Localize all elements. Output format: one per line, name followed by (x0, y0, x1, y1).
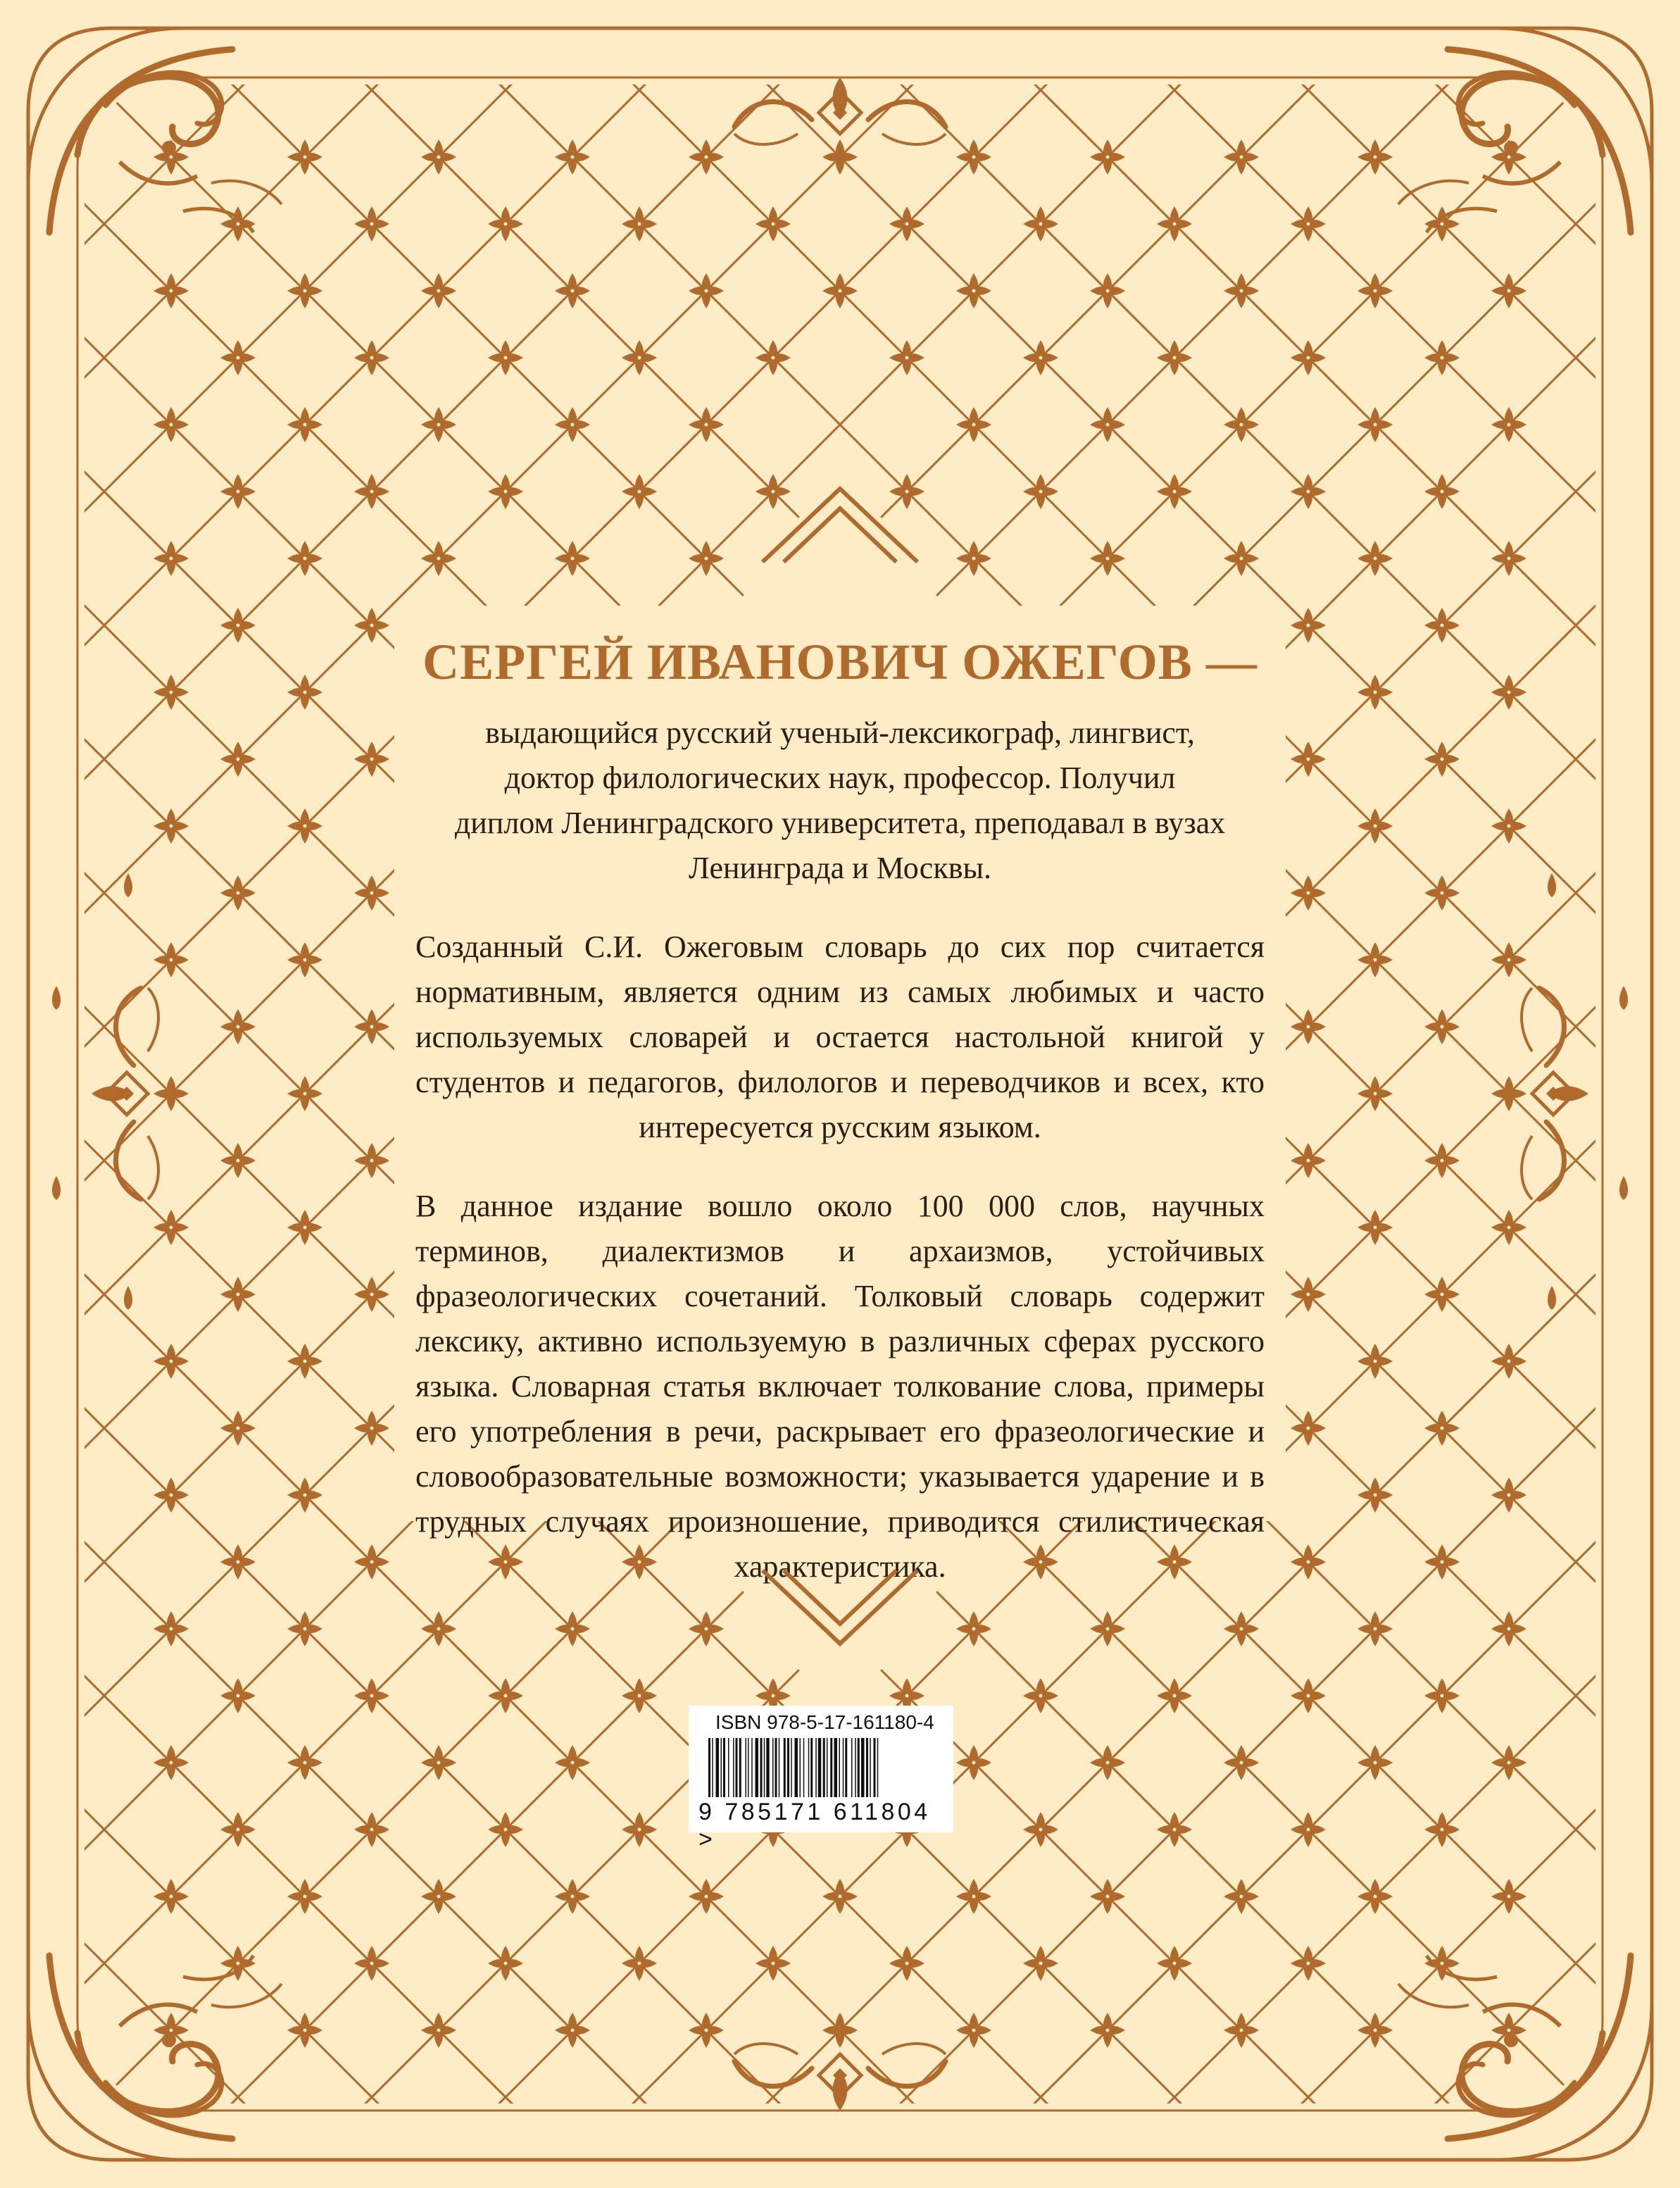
description-block (415, 630, 1265, 1589)
edition-description: В данное издание вошло около 100 000 слов, научных терминов, диалектизмов и архаизмов, устойчивых фразеологических сочетаний. Толковый словарь содержит лексику, активно используемую в различных сферах русского языка. Словарная статья включает толкование слова, примеры его употребления в речи, раскрывает его фразеологические и словообразовательные возможности; указывается ударение и в трудных случаях произношение, приводится стилистическая характеристика. (415, 1189, 1265, 1584)
author-title: СЕРГЕЙ ИВАНОВИЧ ОЖЕГОВ — (422, 634, 1258, 690)
author-intro (415, 711, 1265, 891)
isbn-barcode-box (689, 1706, 953, 1853)
double-chevron-down-icon (757, 1565, 923, 1649)
barcode (708, 1738, 934, 1801)
intro-line: Ленинграда и Москвы. (688, 851, 992, 885)
ean-digits: 9 785171 611804 > (698, 1799, 931, 1853)
intro-line: выдающийся русский ученый-лексикограф, лингвист, (485, 715, 1195, 750)
double-chevron-up-icon (757, 483, 923, 568)
dictionary-description: Созданный С.И. Ожеговым словарь до сих пор считается нормативным, является одним из самых любимых и часто используемых словарей и остается настольной книгой у студентов и педагогов, филологов и переводчиков и всех, кто интересуется русским языком. (415, 930, 1265, 1144)
intro-line: доктор филологических наук, профессор. Получил (504, 761, 1176, 795)
isbn-label: ISBN 978-5-17-161180-4 (715, 1711, 934, 1733)
intro-line: диплом Ленинградского университета, преподавал в вузах (454, 806, 1226, 840)
